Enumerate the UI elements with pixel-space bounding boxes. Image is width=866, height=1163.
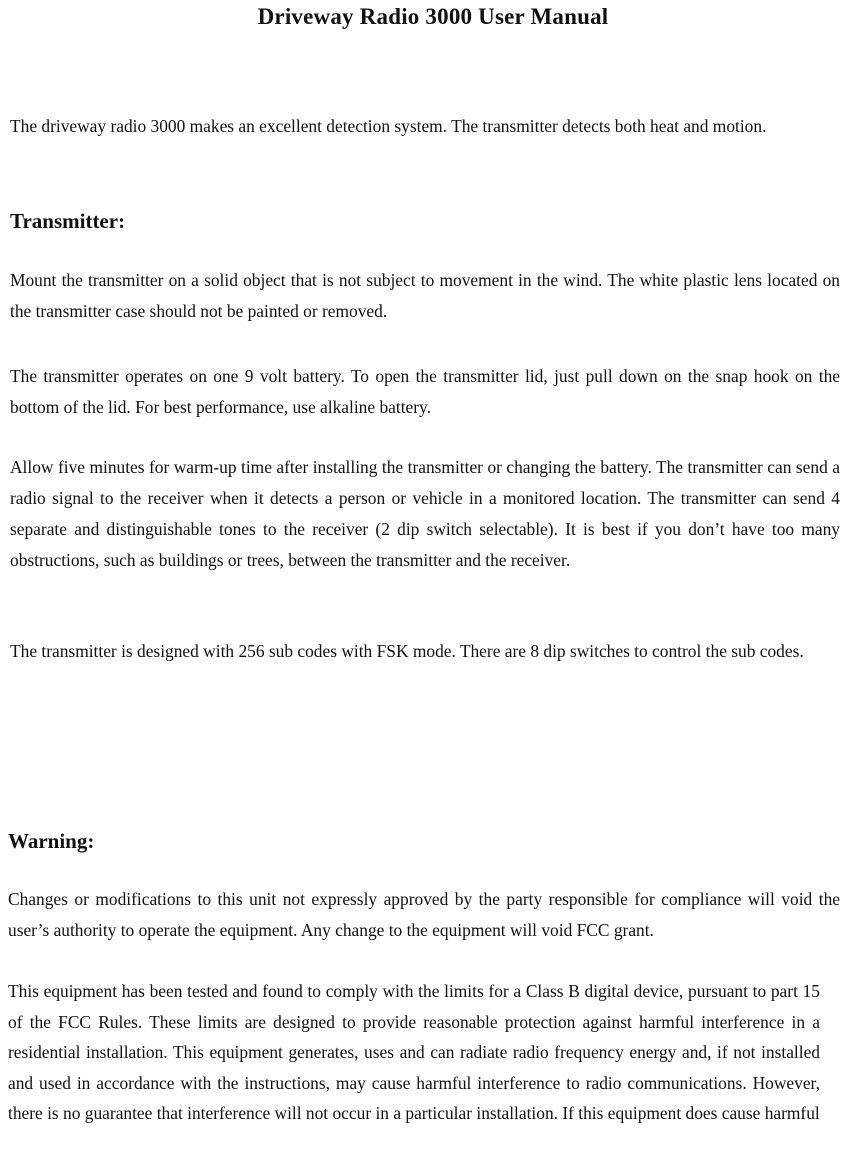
transmitter-heading: Transmitter: xyxy=(10,209,126,233)
modifications-warning-paragraph: Changes or modifications to this unit not expressly approved by the party responsible for compliance will void the user’s authority to operate the equipment. Any change to the equipment will void FCC grant. xyxy=(8,889,840,940)
page-title: Driveway Radio 3000 User Manual xyxy=(257,4,609,29)
battery-paragraph: The transmitter operates on one 9 volt battery. To open the transmitter lid, just pull down on the snap hook on the bottom of the lid. For best performance, use alkaline battery. xyxy=(10,366,840,417)
mounting-paragraph: Mount the transmitter on a solid object that is not subject to movement in the wind. The white plastic lens located on the transmitter case should not be painted or removed. xyxy=(10,270,840,321)
warmup-paragraph: Allow five minutes for warm-up time after installing the transmitter or changing the battery. The transmitter can send a radio signal to the receiver when it detects a person or vehicle in a monitored location. The transmitter can send 4 separate and distinguishable tones to the receiver (2 dip switch selectable). It is best if you don’t have too many obstructions, such as buildings or trees, between the transmitter and the receiver. xyxy=(10,457,840,570)
intro-paragraph: The driveway radio 3000 makes an excellent detection system. The transmitter detects both heat and motion. xyxy=(10,116,767,136)
fcc-compliance-paragraph: This equipment has been tested and found to comply with the limits for a Class B digital device, pursuant to part 15 of the FCC Rules. These limits are designed to provide reasonable protection against harmful interference in a residential installation. This equipment generates, uses and can radiate radio frequency energy and, if not installed and used in accordance with the instructions, may cause harmful interference to radio communications. However, there is no guarantee that interference will not occur in a particular installation. If this equipment does cause harmful xyxy=(8,981,820,1124)
subcodes-paragraph: The transmitter is designed with 256 sub codes with FSK mode. There are 8 dip switches to control the sub codes. xyxy=(10,641,804,661)
warning-heading: Warning: xyxy=(8,829,95,853)
